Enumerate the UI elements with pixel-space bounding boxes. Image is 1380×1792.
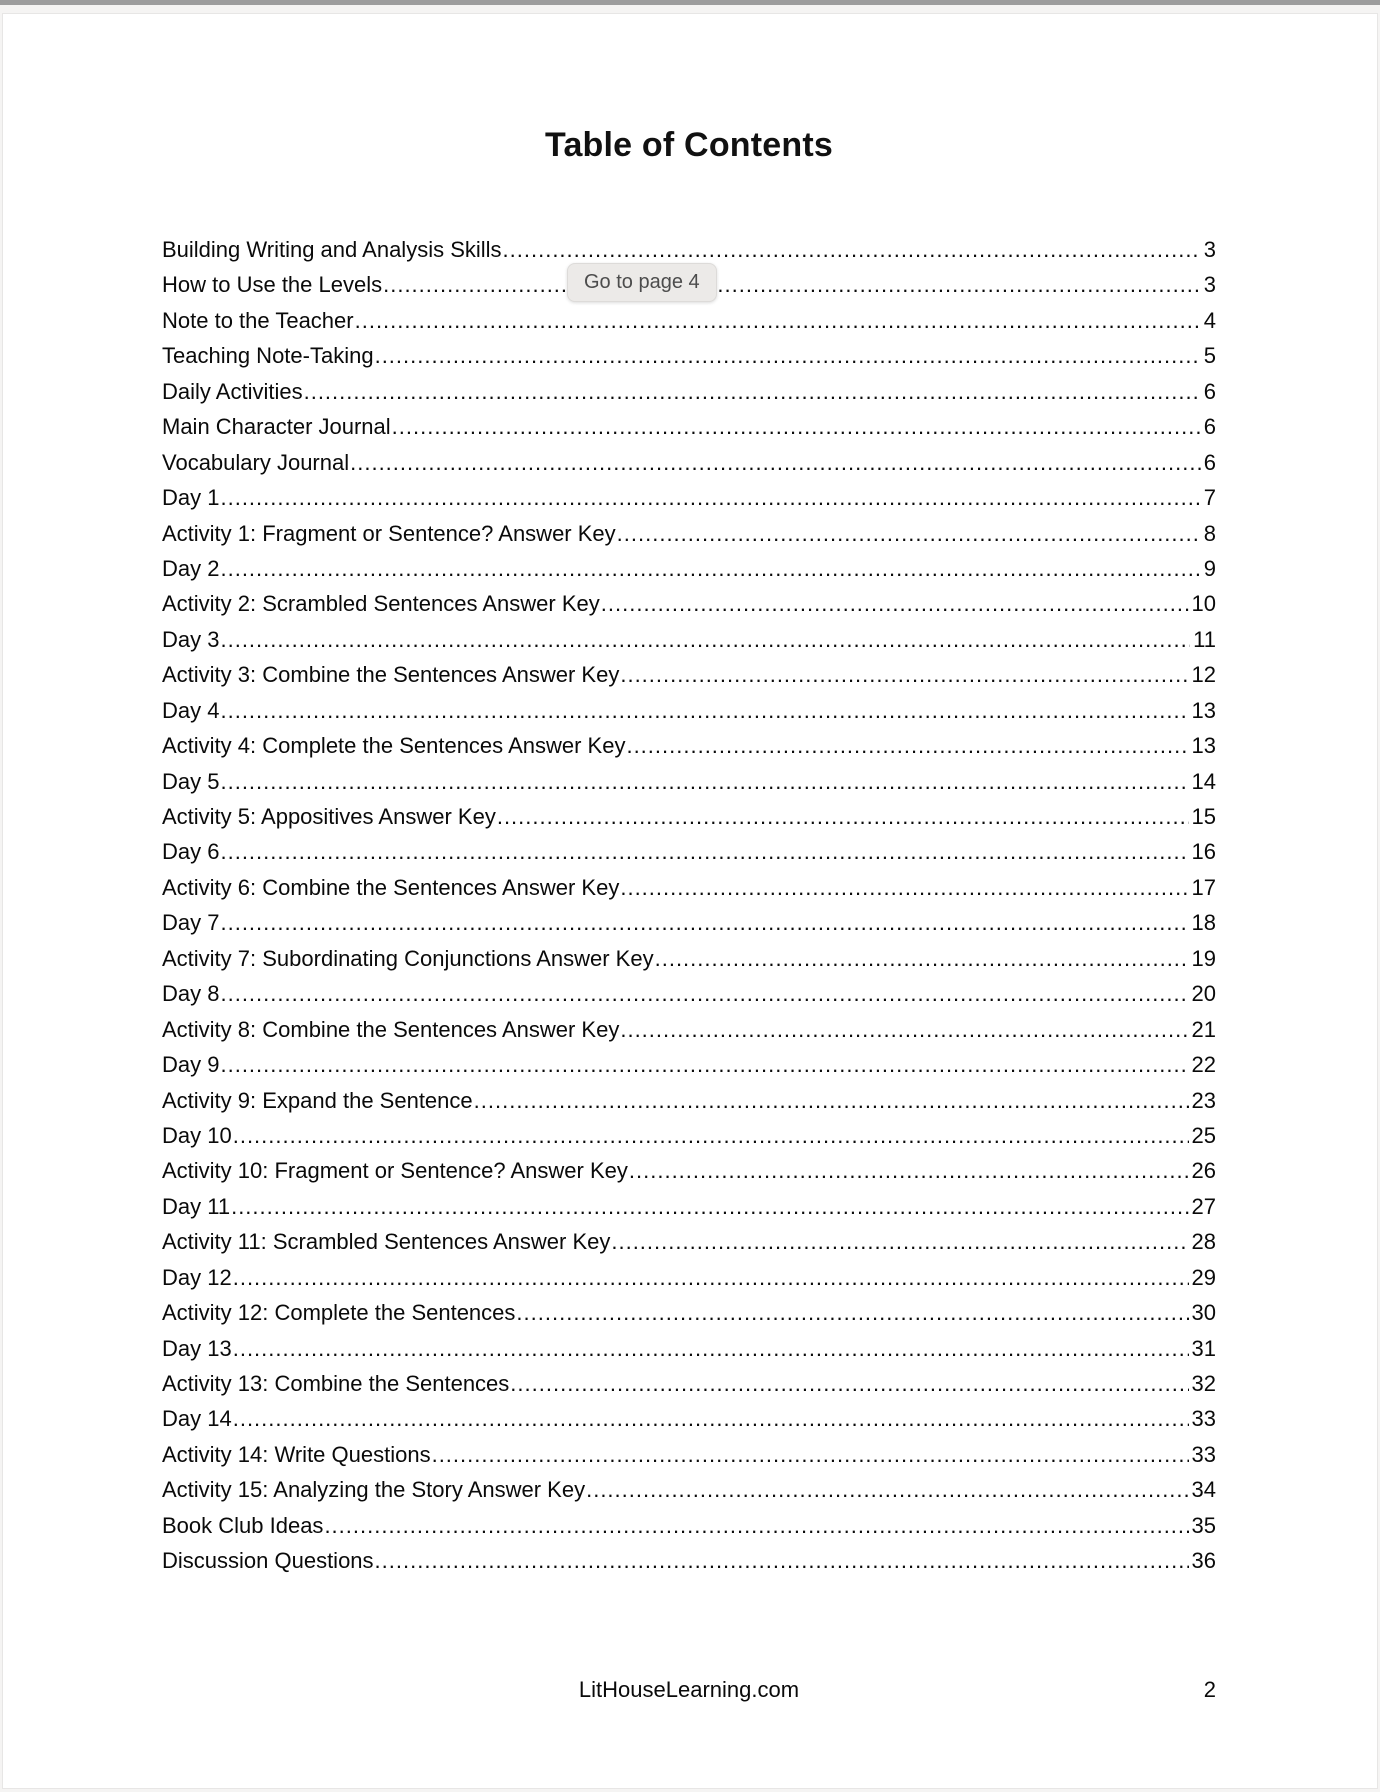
toc-entry-label: Activity 3: Combine the Sentences Answer Key xyxy=(162,662,620,688)
toc-entry[interactable] xyxy=(162,1406,1216,1441)
toc-entry[interactable] xyxy=(162,910,1216,945)
toc-entry-page: 22 xyxy=(1191,1052,1216,1078)
toc-entry-label: Activity 2: Scrambled Sentences Answer Key xyxy=(162,591,600,617)
page-title: Table of Contents xyxy=(545,126,833,164)
toc-entry-label: Activity 9: Expand the Sentence xyxy=(162,1087,473,1113)
toc-entry-page: 27 xyxy=(1191,1193,1216,1219)
table-of-contents xyxy=(162,237,1216,1584)
toc-entry-label: Day 14 xyxy=(162,1406,232,1432)
toc-entry-page: 26 xyxy=(1191,1158,1216,1184)
dot-leader xyxy=(601,591,1189,617)
dot-leader xyxy=(231,1194,1188,1220)
toc-entry[interactable] xyxy=(162,1336,1216,1371)
dot-leader xyxy=(375,343,1201,369)
toc-entry-label: Day 10 xyxy=(162,1122,232,1148)
toc-entry[interactable] xyxy=(162,1513,1216,1548)
dot-leader xyxy=(392,414,1201,440)
dot-leader xyxy=(233,1123,1189,1149)
footer-page-number: 2 xyxy=(1203,1677,1216,1702)
dot-leader xyxy=(220,556,1200,582)
toc-entry-label: Activity 14: Write Questions xyxy=(162,1441,431,1467)
toc-entry-label: Day 9 xyxy=(162,1052,220,1078)
toc-entry-label: Activity 11: Scrambled Sentences Answer Key xyxy=(162,1229,611,1255)
toc-entry-page: 13 xyxy=(1191,733,1216,759)
toc-entry[interactable] xyxy=(162,556,1216,591)
toc-entry[interactable] xyxy=(162,591,1216,626)
dot-leader xyxy=(626,733,1188,759)
toc-entry[interactable] xyxy=(162,627,1216,662)
dot-leader xyxy=(474,1088,1189,1114)
toc-entry-page: 9 xyxy=(1203,555,1216,581)
dot-leader xyxy=(233,1265,1189,1291)
toc-entry[interactable] xyxy=(162,1229,1216,1264)
toc-entry-label: Activity 1: Fragment or Sentence? Answer Key xyxy=(162,520,616,546)
toc-entry-label: Book Club Ideas xyxy=(162,1512,324,1538)
toc-entry-page: 30 xyxy=(1191,1300,1216,1326)
dot-leader xyxy=(375,1548,1189,1574)
toc-entry-label: Day 11 xyxy=(162,1193,231,1219)
toc-entry-page: 25 xyxy=(1191,1122,1216,1148)
dot-leader xyxy=(432,1442,1189,1468)
dot-leader xyxy=(611,1229,1188,1255)
toc-entry-label: Activity 5: Appositives Answer Key xyxy=(162,804,496,829)
dot-leader xyxy=(350,450,1201,476)
toc-entry-page: 34 xyxy=(1191,1477,1216,1503)
toc-entry-label: Main Character Journal xyxy=(162,414,391,440)
toc-entry-page: 33 xyxy=(1191,1441,1216,1467)
toc-entry-page: 14 xyxy=(1191,768,1216,794)
toc-entry[interactable] xyxy=(162,875,1216,910)
toc-entry-page: 33 xyxy=(1191,1406,1216,1432)
toc-entry[interactable] xyxy=(162,839,1216,874)
toc-entry-page: 16 xyxy=(1191,839,1216,865)
toc-entry-page: 7 xyxy=(1203,485,1216,511)
go-to-page-tooltip: Go to page 4 xyxy=(567,263,717,302)
toc-entry-page: 29 xyxy=(1191,1264,1216,1290)
toc-entry-label: Day 3 xyxy=(162,626,220,652)
dot-leader xyxy=(220,1052,1188,1078)
dot-leader xyxy=(497,804,1189,830)
toc-entry-page: 12 xyxy=(1191,662,1216,688)
dot-leader xyxy=(617,521,1201,547)
toc-entry-label: Day 6 xyxy=(162,839,220,865)
toc-entry[interactable] xyxy=(162,1300,1216,1335)
toc-entry[interactable] xyxy=(162,698,1216,733)
toc-entry[interactable] xyxy=(162,343,1216,378)
toc-entry[interactable] xyxy=(162,1017,1216,1052)
toc-entry[interactable] xyxy=(162,1548,1216,1583)
dot-leader xyxy=(503,237,1201,263)
toc-entry-label: Day 4 xyxy=(162,697,220,723)
dot-leader xyxy=(586,1477,1188,1503)
toc-entry[interactable] xyxy=(162,1442,1216,1477)
toc-entry-page: 5 xyxy=(1203,343,1216,369)
toc-entry-page: 35 xyxy=(1191,1512,1216,1538)
toc-entry-page: 20 xyxy=(1191,981,1216,1007)
toc-entry-page: 6 xyxy=(1203,414,1216,440)
dot-leader xyxy=(620,662,1188,688)
toc-entry-label: Note to the Teacher xyxy=(162,307,354,333)
toc-entry[interactable] xyxy=(162,1477,1216,1512)
dot-leader xyxy=(304,379,1201,405)
toc-entry-label: Activity 8: Combine the Sentences Answer Key xyxy=(162,1016,620,1042)
toc-entry[interactable] xyxy=(162,308,1216,343)
toc-entry-label: Day 8 xyxy=(162,981,220,1007)
toc-entry[interactable] xyxy=(162,981,1216,1016)
toc-entry-label: Day 5 xyxy=(162,768,220,794)
toc-entry-page: 6 xyxy=(1203,378,1216,404)
toc-entry-page: 21 xyxy=(1191,1016,1216,1042)
toc-entry-page: 13 xyxy=(1191,697,1216,723)
toc-entry[interactable] xyxy=(162,769,1216,804)
toc-entry-label: Building Writing and Analysis Skills xyxy=(162,237,502,262)
dot-leader xyxy=(233,1406,1189,1432)
toc-entry-label: Activity 13: Combine the Sentences xyxy=(162,1371,510,1396)
toc-entry-label: Activity 7: Subordinating Conjunctions Answer Key xyxy=(162,945,654,971)
toc-entry-page: 4 xyxy=(1203,307,1216,333)
toc-entry-label: Day 1 xyxy=(162,485,220,511)
toc-entry[interactable] xyxy=(162,485,1216,520)
toc-entry-page: 10 xyxy=(1191,591,1216,617)
toc-entry-page: 17 xyxy=(1191,874,1216,900)
toc-entry-label: Activity 10: Fragment or Sentence? Answer Key xyxy=(162,1158,628,1184)
page-footer xyxy=(162,1677,1216,1703)
toc-entry-page: 3 xyxy=(1203,237,1216,262)
toc-entry-label: Activity 15: Analyzing the Story Answer Key xyxy=(162,1477,586,1503)
dot-leader xyxy=(516,1300,1188,1326)
toc-entry-page: 18 xyxy=(1191,910,1216,936)
toc-entry[interactable] xyxy=(162,662,1216,697)
toc-entry[interactable] xyxy=(162,1123,1216,1158)
toc-entry-label: Daily Activities xyxy=(162,378,303,404)
toc-entry-page: 3 xyxy=(1203,272,1216,298)
toc-entry[interactable] xyxy=(162,946,1216,981)
toc-entry-page: 32 xyxy=(1191,1371,1216,1396)
toc-entry[interactable] xyxy=(162,1088,1216,1123)
toc-entry[interactable] xyxy=(162,379,1216,414)
dot-leader xyxy=(220,769,1188,795)
dot-leader xyxy=(220,627,1190,653)
toc-entry[interactable] xyxy=(162,1158,1216,1193)
toc-entry-label: Day 2 xyxy=(162,555,220,581)
toc-entry-label: Day 13 xyxy=(162,1335,232,1361)
toc-entry[interactable] xyxy=(162,804,1216,839)
toc-entry[interactable] xyxy=(162,414,1216,449)
dot-leader xyxy=(383,272,1201,298)
toc-entry-page: 28 xyxy=(1191,1229,1216,1255)
dot-leader xyxy=(220,839,1188,865)
dot-leader xyxy=(510,1371,1188,1397)
toc-entry-page: 23 xyxy=(1191,1087,1216,1113)
toc-entry[interactable] xyxy=(162,1194,1216,1229)
dot-leader xyxy=(629,1158,1189,1184)
window-top-edge xyxy=(0,0,1380,5)
dot-leader xyxy=(355,308,1201,334)
toc-entry-label: Discussion Questions xyxy=(162,1548,374,1574)
dot-leader xyxy=(220,981,1188,1007)
toc-entry-label: How to Use the Levels xyxy=(162,272,383,298)
toc-entry[interactable] xyxy=(162,1371,1216,1406)
toc-entry-label: Activity 6: Combine the Sentences Answer Key xyxy=(162,874,620,900)
footer-site-text: LitHouseLearning.com xyxy=(578,1677,800,1702)
toc-entry-page: 31 xyxy=(1191,1335,1216,1361)
toc-entry-label: Activity 12: Complete the Sentences xyxy=(162,1300,516,1326)
dot-leader xyxy=(220,485,1200,511)
dot-leader xyxy=(220,910,1188,936)
toc-entry[interactable] xyxy=(162,1265,1216,1300)
toc-entry-label: Teaching Note-Taking xyxy=(162,343,374,369)
toc-entry-label: Day 12 xyxy=(162,1264,232,1290)
toc-entry[interactable] xyxy=(162,521,1216,556)
dot-leader xyxy=(324,1513,1188,1539)
document-page xyxy=(2,13,1378,1789)
dot-leader xyxy=(233,1336,1189,1362)
toc-entry-page: 15 xyxy=(1191,804,1216,829)
toc-entry-page: 6 xyxy=(1203,449,1216,475)
dot-leader xyxy=(620,875,1188,901)
dot-leader xyxy=(655,946,1189,972)
toc-entry-label: Vocabulary Journal xyxy=(162,449,350,475)
dot-leader xyxy=(620,1017,1188,1043)
toc-entry[interactable] xyxy=(162,450,1216,485)
toc-entry[interactable] xyxy=(162,733,1216,768)
toc-entry-page: 11 xyxy=(1193,626,1216,652)
toc-entry-page: 19 xyxy=(1191,945,1216,971)
toc-entry[interactable] xyxy=(162,1052,1216,1087)
toc-entry-page: 8 xyxy=(1203,520,1216,546)
toc-entry-page: 36 xyxy=(1191,1548,1216,1574)
dot-leader xyxy=(220,698,1188,724)
toc-entry-label: Activity 4: Complete the Sentences Answer Key xyxy=(162,733,626,759)
toc-entry-label: Day 7 xyxy=(162,910,220,936)
